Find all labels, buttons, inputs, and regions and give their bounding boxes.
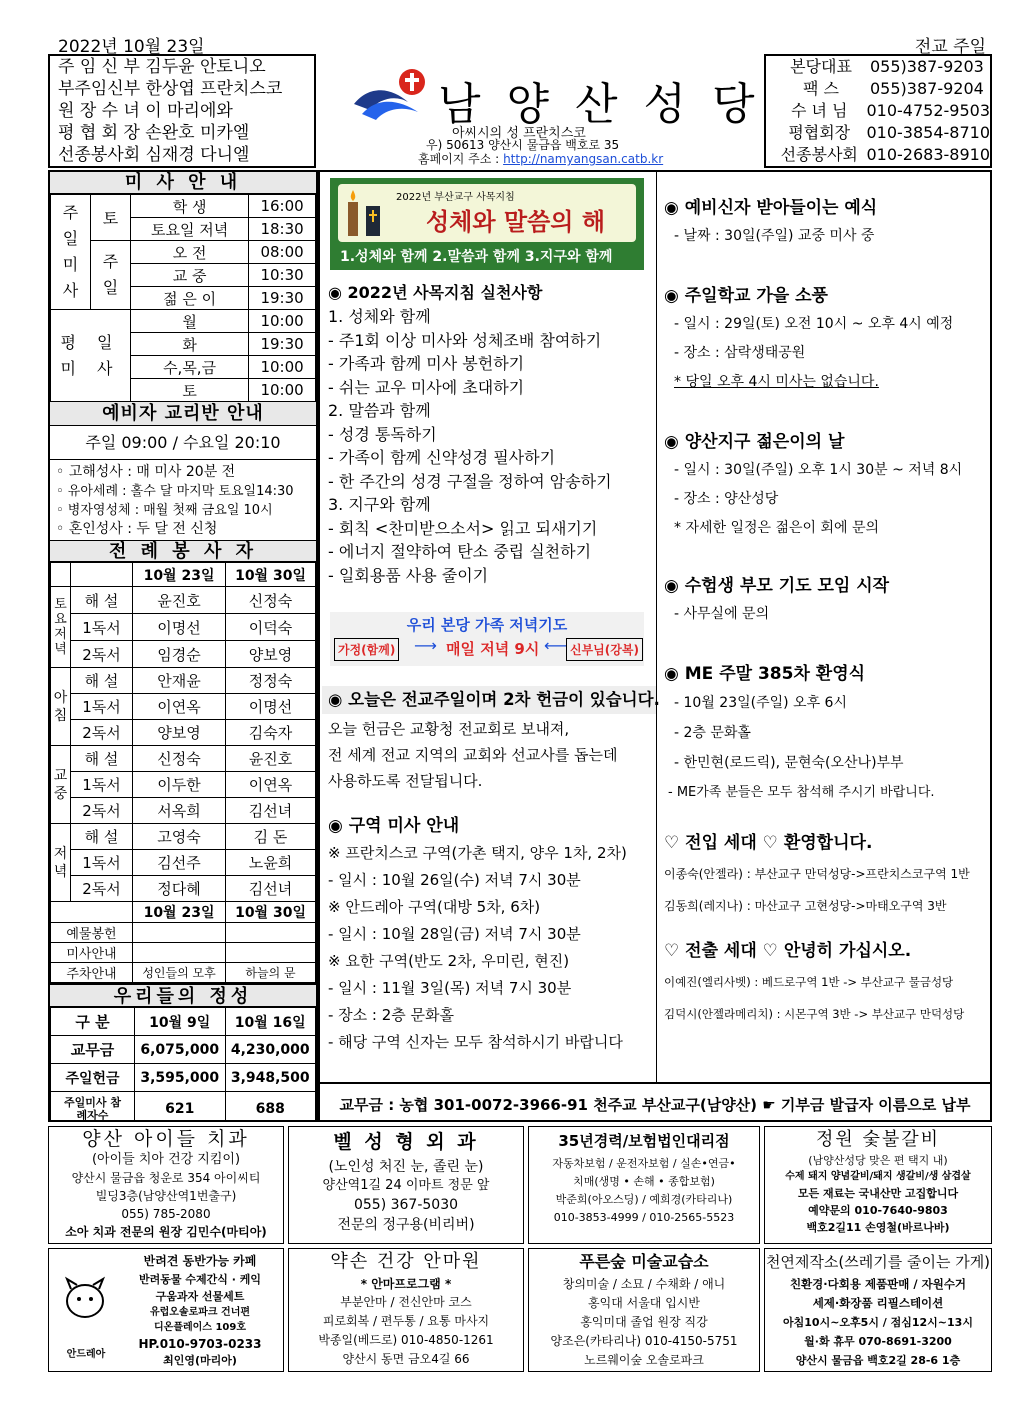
mass-name: 교 중 [131, 264, 249, 287]
mission-line: 전 세계 전교 지역의 교회와 선교사를 돕는데 [328, 746, 618, 764]
district-line: - 일시 : 11월 3일(목) 저녁 7시 30분 [328, 979, 572, 997]
text-cell: 친환경·다회용 제품판매 / 자원수거 [789, 1277, 967, 1291]
move-out-line: 김덕시(안젤라메리치) : 시몬구역 3반 -> 부산교구 만덕성당 [664, 1007, 965, 1021]
text-cell [226, 923, 316, 943]
parish-logo-icon [352, 66, 432, 122]
mass-day: 수,목,금 [131, 356, 249, 379]
text-cell: 4,230,000 [225, 1036, 316, 1064]
sacrament-item: ◦ 유아세례 : 홀수 달 마지막 토요일14:30 [56, 484, 294, 499]
pastoral-item: - 가족과 함께 미사 봉헌하기 [328, 354, 525, 373]
district-masses [328, 812, 654, 1056]
text-cell [133, 923, 226, 943]
pastoral-item: - 일회용품 사용 줄이기 [328, 565, 489, 585]
cafe-logo-icon [55, 1273, 115, 1343]
notice-line: - ME가족 분들은 모두 참석해 주시기 바랍니다. [668, 785, 935, 800]
notice-line: * 자세한 일정은 젊은이 회에 문의 [674, 520, 880, 536]
arrow-left-icon: ⟵ [544, 636, 567, 655]
text-cell: 621 [135, 1092, 226, 1123]
cafe-logo-text: 안드레아 [66, 1349, 106, 1360]
text-cell: 노르웨이숲 오솔로파크 [584, 1353, 704, 1367]
text-cell: 055) 785-2080 [121, 1207, 211, 1221]
text-cell: (노인성 처진 눈, 졸린 눈) [328, 1159, 484, 1175]
text-cell: 양조은(카타리나) 010-4150-5751 [550, 1334, 738, 1348]
text-cell: 예물봉헌 [51, 923, 133, 943]
text-cell: 010-3854-8710 [866, 123, 990, 142]
text-cell: 양보영 [133, 720, 226, 746]
servers-title: 전 례 봉 사 자 [50, 540, 316, 562]
text-cell: 1독서 [71, 850, 133, 876]
text-cell: 자동차보험 / 운전자보험 / 실손•연금• [552, 1157, 736, 1170]
text-cell: 치매(생명 • 손해 • 종합보험) [573, 1175, 715, 1188]
mass-time: 10:00 [249, 356, 316, 379]
mass-name: 학 생 [131, 195, 249, 218]
notice-title: ◉ 수험생 부모 기도 모임 시작 [664, 576, 890, 596]
notice-block [664, 194, 990, 282]
contact-row [766, 100, 990, 122]
text-cell: 이명선 [226, 694, 316, 720]
text-cell: 이명선 [133, 614, 226, 641]
mass-name: 토요일 저녁 [131, 218, 249, 241]
notice-block [664, 282, 990, 428]
column-divider [656, 172, 657, 1082]
text-cell: (남양산성당 맞은 편 택지 내) [808, 1154, 948, 1167]
text-cell: 3,948,500 [225, 1064, 316, 1092]
mission-line: 사용하도록 전달됩니다. [328, 772, 483, 790]
text-cell: 천연제작소(쓰레기를 줄이는 가게) [765, 1253, 991, 1271]
candle-icon [344, 188, 384, 238]
move-out-title: ♡ 전출 세대 ♡ 안녕히 가십시오. [664, 941, 912, 961]
ad-massage [288, 1248, 524, 1372]
text-cell: 이덕숙 [226, 614, 316, 641]
clergy-item: 원 장 수 녀 이 마리에와 [58, 101, 233, 121]
pastoral-guidelines [328, 281, 650, 587]
text-cell: 구 분 [51, 1008, 135, 1036]
parish-name: 남 양 산 성 당 [438, 79, 761, 130]
text-cell: 구움과자 선물세트 [155, 1290, 245, 1303]
contact-row [766, 122, 990, 144]
banner-subtitle: 2022년 부산교구 사목지침 [396, 192, 515, 203]
text-cell: 정원 숯불갈비 [815, 1129, 941, 1150]
prayer-center: 매일 저녁 9시 [446, 640, 540, 658]
ad-art-studio [528, 1248, 760, 1372]
liturgical-sunday: 전교 주일 [914, 37, 986, 57]
text-cell: 주일미사 참례자수 [51, 1092, 135, 1123]
text-cell: 임경순 [133, 641, 226, 668]
text-cell: 유럽오솔로파크 건너편 [149, 1307, 251, 1318]
pastoral-item: - 한 주간의 성경 구절을 정하여 암송하기 [328, 471, 612, 491]
clergy-item: 선종봉사회 심재경 다니엘 [58, 145, 250, 165]
offering-title: 우리들의 정성 [50, 983, 316, 1007]
text-cell: 피로회복 / 편두통 / 요통 마사지 [322, 1314, 490, 1328]
notice-line: * 당일 오후 4시 미사는 없습니다. [674, 374, 879, 390]
text-cell: 반려동물 수제간식 · 케익 [139, 1273, 261, 1286]
mass-name: 젊 은 이 [131, 287, 249, 310]
notice-line: - 날짜 : 30일(주일) 교중 미사 중 [674, 228, 875, 244]
group-label: 저 녁 [51, 824, 71, 902]
text-cell: 김 돈 [226, 824, 316, 850]
text-cell: 양산역1길 24 이마트 정문 앞 [322, 1178, 490, 1193]
ad-insurance [528, 1126, 760, 1244]
text-cell: 해 설 [71, 587, 133, 614]
sacrament-item: ◦ 혼인성사 : 두 달 전 신청 [56, 521, 218, 537]
text-cell: 아침10시~오후5시 / 점심12시~13시 [783, 1316, 973, 1329]
text-cell: 팩 스 [803, 79, 839, 98]
text-cell: 평협회장 [788, 123, 851, 142]
mass-day: 토 [131, 379, 249, 402]
text-cell: 홍익미대 졸업 원장 직강 [580, 1315, 708, 1329]
server-date: 10월 23일 [133, 563, 226, 587]
text-cell: 6,075,000 [135, 1036, 226, 1064]
contact-row [766, 144, 990, 166]
sacrament-item: ◦ 고해성사 : 매 미사 20분 전 [56, 464, 236, 480]
mass-table [50, 194, 316, 402]
pastoral-item: - 회칙 <찬미받으소서> 읽고 되새기기 [328, 518, 598, 538]
homepage-link[interactable]: http://namyangsan.catb.kr [503, 152, 664, 166]
text-cell: 빌딩3층(남양산역1번출구) [95, 1189, 237, 1203]
group-label: 토 요 저 녁 [51, 587, 71, 668]
text-cell: 055)387-9203 [870, 57, 984, 76]
move-in-line: 이종숙(안젤라) : 부산교구 만덕성당->프란치스코구역 1반 [664, 867, 970, 881]
mass-time: 10:00 [249, 379, 316, 402]
text-cell: 주차안내 [51, 963, 133, 983]
notice-line: - 2층 문화홀 [674, 725, 751, 741]
district-line: ※ 요한 구역(반도 2차, 우미린, 현진) [328, 952, 570, 970]
account-divider [318, 1082, 992, 1084]
banner-line: 1.성체와 함께 2.말씀과 함께 3.지구와 함께 [340, 249, 613, 265]
text-cell: 백호2길11 손영철(바르나바) [806, 1221, 950, 1234]
server-date: 10월 30일 [226, 563, 316, 587]
ad-galbi [764, 1126, 992, 1244]
text-cell: 양산 아이들 치과 [82, 1128, 250, 1150]
text-cell: 010-2683-8910 [866, 145, 990, 164]
move-out-block [664, 936, 990, 1030]
text-cell: 2독서 [71, 798, 133, 824]
group-label: 아 침 [51, 668, 71, 746]
text-cell: 이연옥 [226, 772, 316, 798]
text-cell: 고영숙 [133, 824, 226, 850]
prayer-title: 우리 본당 가족 저녁기도 [406, 616, 568, 634]
text-cell: 35년경력/보험법인대리점 [558, 1132, 730, 1150]
text-cell: 해 설 [71, 824, 133, 850]
prayer-right: 신부님(강복) [566, 638, 643, 661]
text-cell: 신정숙 [133, 746, 226, 772]
pastoral-item: - 성경 통독하기 [328, 424, 437, 444]
text-cell: 김숙자 [226, 720, 316, 746]
district-line: ※ 안드레아 구역(대방 5차, 6차) [328, 898, 541, 916]
evening-prayer [330, 612, 644, 666]
banner-title: 성체와 말씀의 해 [426, 208, 605, 236]
notice-block [664, 428, 990, 572]
text-cell: 전문의 정구용(비리버) [337, 1217, 475, 1233]
district-title: ◉ 구역 미사 안내 [328, 816, 460, 836]
text-cell: 최인영(마리아) [163, 1354, 237, 1367]
text-cell: 소아 치과 전문의 원장 김민수(마티아) [65, 1225, 267, 1239]
move-out-line: 이예진(엘리사벳) : 베드로구역 1반 -> 부산교구 물금성당 [664, 975, 954, 989]
mission-sunday [328, 688, 658, 794]
mass-name: 오 전 [131, 241, 249, 264]
parish-patron: 아씨시의 성 프란치스코 [452, 126, 586, 141]
text-cell: 신정숙 [226, 587, 316, 614]
notices [664, 194, 990, 1030]
text-cell: 푸른숲 미술교습소 [579, 1252, 709, 1271]
sacrament-list [50, 460, 316, 540]
text-cell: 해 설 [71, 746, 133, 772]
notice-line: - 한민현(로드릭), 문현숙(오산나)부부 [674, 755, 904, 771]
text-cell: 이연옥 [133, 694, 226, 720]
notice-title: ◉ 주일학교 가을 소풍 [664, 286, 828, 306]
text-cell: 2독서 [71, 641, 133, 668]
mass-time: 19:30 [249, 287, 316, 310]
parish-header [318, 54, 764, 168]
text-cell: HP.010-9703-0233 [138, 1337, 262, 1351]
text-cell: 하늘의 문 [226, 963, 316, 983]
notice-line: - 장소 : 양산성당 [674, 491, 779, 507]
homepage-label: 홈페이지 주소 : [418, 152, 500, 166]
district-line: - 해당 구역 신자는 모두 참석하시기 바랍니다 [328, 1033, 623, 1051]
text-cell: 010-4752-9503 [866, 101, 990, 120]
text-cell: 김선녀 [226, 876, 316, 902]
text-cell: 수제 돼지 양념갈비/돼지 생갈비/생 삼겹살 [785, 1171, 971, 1182]
text-cell: (아이들 치아 건강 지킴이) [91, 1152, 241, 1167]
text-cell: 약손 건강 안마원 [330, 1251, 482, 1272]
text-cell: 예약문의 010-7640-9803 [808, 1204, 948, 1217]
clergy-item: 평 협 회 장 손완호 미카엘 [58, 123, 250, 143]
mass-title: 미 사 안 내 [50, 172, 316, 194]
servers-table [50, 562, 316, 983]
text-cell: 055) 367-5030 [353, 1197, 459, 1213]
pastoral-banner [330, 178, 644, 270]
text-cell: 주일헌금 [51, 1064, 135, 1092]
mass-time: 10:30 [249, 264, 316, 287]
pastoral-item: - 에너지 절약하여 탄소 중립 실천하기 [328, 542, 592, 561]
catechumen-time: 주일 09:00 / 수요일 20:10 [50, 426, 316, 460]
text-cell: 선종봉사회 [780, 145, 858, 164]
contact-row [766, 56, 990, 78]
move-in-block [664, 828, 990, 936]
text-cell: 세제·화장품 리필스테이션 [812, 1296, 944, 1310]
text-cell: 양보영 [226, 641, 316, 668]
pastoral-item: 3. 지구와 함께 [328, 495, 431, 514]
text-cell: 노윤희 [226, 850, 316, 876]
text-cell: 미사안내 [51, 943, 133, 963]
mission-title: ◉ 오늘은 전교주일이며 2차 헌금이 있습니다. [328, 690, 660, 709]
text-cell: 3,595,000 [135, 1064, 226, 1092]
text-cell: 10월 16일 [225, 1008, 316, 1036]
text-cell: 10월 23일 [133, 902, 226, 923]
contact-list [764, 54, 992, 168]
text-cell: 홍익대 서울대 입시반 [588, 1296, 700, 1310]
text-cell: 윤진호 [133, 587, 226, 614]
clergy-list [48, 54, 316, 168]
text-cell: 벨 성 형 외 과 [333, 1131, 479, 1153]
text-cell: 수 녀 님 [790, 101, 848, 120]
saturday-label: 토 [91, 195, 131, 241]
notice-title: ◉ 양산지구 젊은이의 날 [664, 432, 845, 452]
text-cell [133, 943, 226, 963]
mass-time: 08:00 [249, 241, 316, 264]
notice-block [664, 660, 990, 828]
text-cell: 이두한 [133, 772, 226, 798]
text-cell: 반려견 동반가능 카페 [143, 1254, 257, 1268]
pastoral-item: - 쉬는 교우 미사에 초대하기 [328, 377, 525, 397]
parish-address: 우) 50613 양산시 물금읍 백호로 35 [426, 138, 620, 152]
text-cell: 정다혜 [133, 876, 226, 902]
text-cell: 김선주 [133, 850, 226, 876]
text-cell: 정정숙 [226, 668, 316, 694]
text-cell: 양산시 물금읍 백호2길 28-6 1층 [795, 1354, 961, 1367]
text-cell: 2독서 [71, 876, 133, 902]
pastoral-item: - 주1회 이상 미사와 성체조배 참여하기 [328, 330, 602, 350]
text-cell: 2독서 [71, 720, 133, 746]
left-column [48, 170, 318, 1122]
mass-time: 10:00 [249, 310, 316, 333]
district-line: ※ 프란치스코 구역(가촌 택지, 양우 1차, 2차) [328, 844, 627, 862]
arrow-right-icon: ⟶ [414, 636, 437, 655]
contact-row [766, 78, 990, 100]
text-cell: 교무금 [51, 1036, 135, 1064]
text-cell: 안재윤 [133, 668, 226, 694]
text-cell: 디온플레이스 109호 [154, 1322, 246, 1333]
mass-day: 화 [131, 333, 249, 356]
sunday-mass-label: 주 일 미 사 [51, 195, 91, 310]
text-cell: 양산시 동면 금오4길 66 [342, 1352, 470, 1366]
pastoral-item: - 가족이 함께 신약성경 필사하기 [328, 448, 556, 467]
sunday-label: 주 일 [91, 241, 131, 310]
notice-line: - 일시 : 29일(토) 오전 10시 ~ 오후 4시 예정 [674, 316, 954, 332]
mission-line: 오늘 헌금은 교황청 전교회로 보내져, [328, 720, 570, 738]
ad-plastic-surgery [288, 1126, 524, 1244]
prayer-left: 가정(함께) [334, 638, 399, 661]
clergy-item: 부주임신부 한상엽 프란치스코 [58, 79, 283, 99]
text-cell: 부분안마 / 전신안마 코스 [340, 1295, 472, 1309]
text-cell: 창의미술 / 소묘 / 수채화 / 애니 [562, 1277, 726, 1291]
mass-time: 16:00 [249, 195, 316, 218]
text-cell: 10월 30일 [226, 902, 316, 923]
text-cell: 성인들의 모후 [133, 963, 226, 983]
text-cell: 10월 9일 [135, 1008, 226, 1036]
text-cell [226, 943, 316, 963]
text-cell: 688 [225, 1092, 316, 1123]
text-cell: 055)387-9204 [870, 79, 984, 98]
move-in-line: 김동희(레지나) : 마산교구 고현성당->마태오구역 3반 [664, 899, 947, 913]
catechumen-title: 예비자 교리반 안내 [50, 402, 316, 426]
text-cell: 1독서 [71, 614, 133, 641]
mass-time: 18:30 [249, 218, 316, 241]
text-cell: 해 설 [71, 668, 133, 694]
sacrament-item: ◦ 병자영성체 : 매월 첫째 금요일 10시 [56, 503, 273, 518]
text-cell: * 안마프로그램 * [360, 1277, 452, 1291]
district-line: - 장소 : 2층 문화홀 [328, 1006, 455, 1024]
clergy-item: 주 임 신 부 김두윤 안토니오 [58, 57, 266, 77]
pastoral-item: 2. 말씀과 함께 [328, 401, 431, 420]
text-cell: 서옥희 [133, 798, 226, 824]
text-cell: 1독서 [71, 694, 133, 720]
notice-line: - 사무실에 문의 [674, 606, 770, 622]
weekday-mass-label: 평 일 미 사 [51, 310, 131, 402]
text-cell: 박준희(아오스딩) / 예희경(카타리나) [555, 1193, 733, 1206]
notice-line: - 일시 : 30일(주일) 오후 1시 30분 ~ 저녁 8시 [674, 462, 963, 478]
text-cell: 010-3853-4999 / 010-2565-5523 [553, 1211, 735, 1224]
ad-dental [48, 1126, 284, 1244]
pastoral-item: 1. 성체와 함께 [328, 307, 431, 326]
notice-title: ◉ 예비신자 받아들이는 예식 [664, 198, 878, 218]
group-label: 교 중 [51, 746, 71, 824]
mass-time: 19:30 [249, 333, 316, 356]
text-cell: 윤진호 [226, 746, 316, 772]
bulletin-date: 2022년 10월 23일 [58, 37, 205, 57]
notice-title: ◉ ME 주말 385차 환영식 [664, 664, 866, 684]
text-cell: 박종일(베드로) 010-4850-1261 [318, 1333, 494, 1347]
move-in-title: ♡ 전입 세대 ♡ 환영합니다. [664, 833, 873, 853]
district-line: - 일시 : 10월 26일(수) 저녁 7시 30분 [328, 871, 581, 889]
notice-line: - 장소 : 삼락생태공원 [674, 345, 806, 361]
text-cell: 모든 재료는 국내산만 고집합니다 [797, 1187, 959, 1200]
ad-cafe [48, 1248, 284, 1372]
ad-eco-shop [764, 1248, 992, 1372]
text-cell: 1독서 [71, 772, 133, 798]
notice-block [664, 572, 990, 660]
text-cell: 양산시 물금읍 청운로 354 아이씨티 [71, 1171, 261, 1185]
mass-day: 월 [131, 310, 249, 333]
text-cell: 월·화 휴무 070-8691-3200 [804, 1335, 952, 1348]
district-line: - 일시 : 10월 28일(금) 저녁 7시 30분 [328, 925, 581, 943]
notice-line: - 10월 23일(주일) 오후 6시 [674, 695, 847, 711]
text-cell: 본당대표 [790, 57, 852, 76]
offering-table [50, 1007, 316, 1122]
account-info: 교무금 : 농협 301-0072-3966-91 천주교 부산교구(남양산) ☛ 기부금 발급자 이름으로 납부 [339, 1096, 971, 1114]
pastoral-title: ◉ 2022년 사목지침 실천사항 [328, 283, 543, 302]
text-cell: 김선녀 [226, 798, 316, 824]
